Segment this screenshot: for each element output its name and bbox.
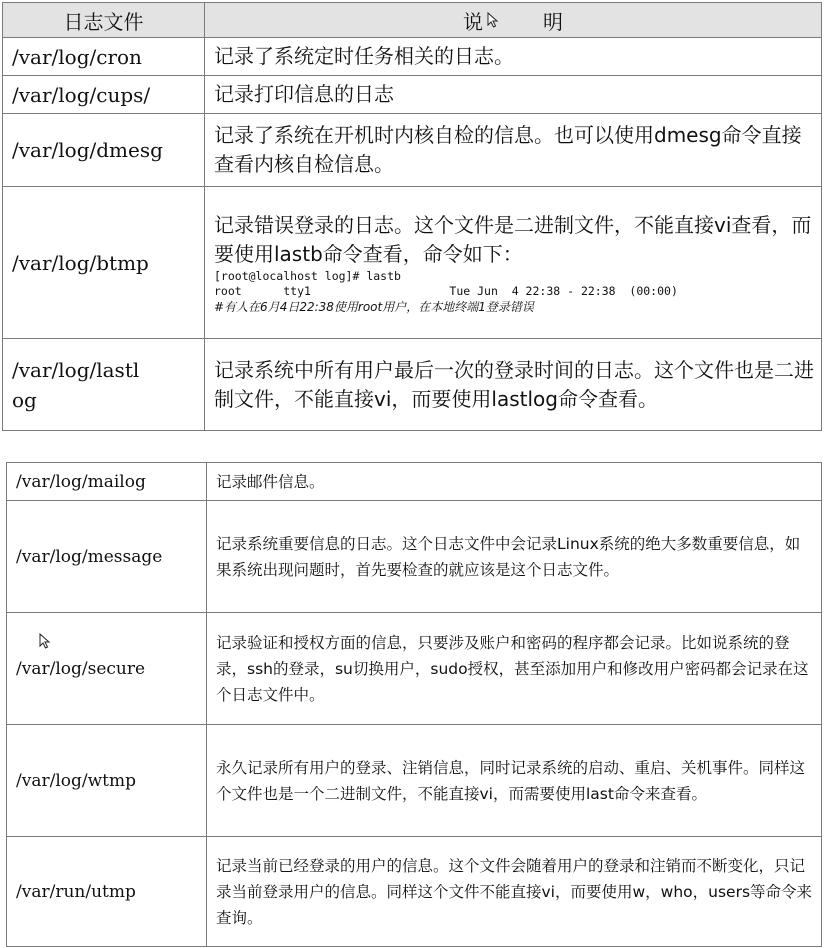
log-path: /var/log/wtmp — [7, 725, 207, 837]
mouse-pointer-icon — [487, 12, 499, 28]
log-description: 记录打印信息的日志 — [205, 76, 822, 114]
log-path: /var/run/utmp — [7, 837, 207, 947]
log-description: 记录邮件信息。 — [207, 463, 822, 501]
log-path: /var/log/cups/ — [3, 76, 205, 114]
header-desc-char-2: 明 — [543, 9, 563, 34]
mouse-pointer-icon — [39, 633, 51, 649]
log-description: 记录系统重要信息的日志。这个日志文件中会记录Linux系统的绝大多数重要信息，如果系统出现问题时，首先要检查的就应该是这个日志文件。 — [207, 501, 822, 613]
log-description: 永久记录所有用户的登录、注销信息，同时记录系统的启动、重启、关机事件。同样这个文件也是一个二进制文件，不能直接vi，而需要使用last命令来查看。 — [207, 725, 822, 837]
table-row — [7, 501, 822, 613]
table-row — [7, 837, 822, 947]
log-path: /var/log/cron — [3, 38, 205, 76]
table-row — [3, 114, 822, 187]
lastb-command: [root@localhost log]# lastb — [214, 268, 401, 283]
log-description: 记录当前已经登录的用户的信息。这个文件会随着用户的登录和注销而不断变化，只记录当前登录用户的信息。同样这个文件不能直接vi，而要使用w，who，users等命令来查询。 — [207, 837, 822, 947]
log-path: /var/log/mailog — [7, 463, 207, 501]
table-row — [7, 613, 822, 725]
header-desc-char-1: 说 — [463, 9, 483, 34]
log-description: 记录系统中所有用户最后一次的登录时间的日志。这个文件也是二进制文件，不能直接vi，而要使用lastlog命令查看。 — [205, 339, 822, 431]
lastb-comment: #有人在6月4日22:38使用root用户，在本地终端1登录错误 — [214, 299, 534, 314]
log-description: 记录了系统定时任务相关的日志。 — [205, 38, 822, 76]
header-description — [205, 3, 822, 38]
log-description: 记录了系统在开机时内核自检的信息。也可以使用dmesg命令直接查看内核自检信息。 — [205, 114, 822, 187]
log-path: /var/log/message — [7, 501, 207, 613]
btmp-description-text: 记录错误登录的日志。这个文件是二进制文件，不能直接vi查看，而要使用lastb命令查看，命令如下： — [214, 212, 812, 266]
header-log-file: 日志文件 — [3, 3, 205, 38]
table-row — [3, 187, 822, 339]
log-path: /var/log/secure — [7, 613, 207, 725]
table-row — [7, 463, 822, 501]
table-row — [7, 725, 822, 837]
table-header-row — [3, 3, 822, 38]
log-files-table-1 — [2, 2, 822, 431]
log-description: 记录验证和授权方面的信息，只要涉及账户和密码的程序都会记录。比如说系统的登录，ssh的登录，su切换用户，sudo授权，甚至添加用户和修改用户密码都会记录在这个日志文件中。 — [207, 613, 822, 725]
log-path: /var/log/dmesg — [3, 114, 205, 187]
log-description — [205, 187, 822, 339]
log-path: /var/log/btmp — [3, 187, 205, 339]
table-row — [3, 76, 822, 114]
log-files-table-2 — [6, 462, 822, 947]
table-row — [3, 339, 822, 431]
log-path: /var/log/lastl og — [3, 339, 205, 431]
lastb-output: root tty1 Tue Jun 4 22:38 - 22:38 (00:00) — [214, 283, 678, 298]
table-row — [3, 38, 822, 76]
